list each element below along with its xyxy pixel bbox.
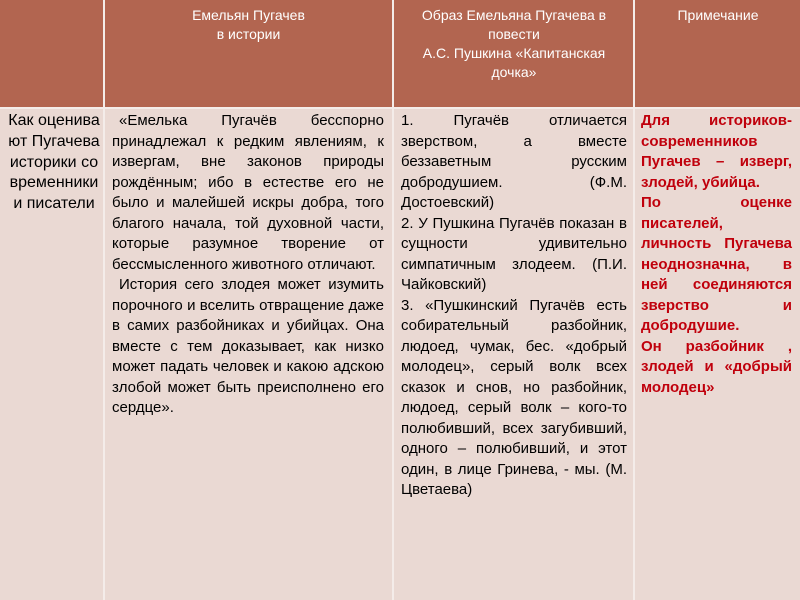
header-text: А.С. Пушкина «Капитанская xyxy=(422,45,606,61)
header-cell-history xyxy=(105,6,392,44)
header-text: дочка» xyxy=(491,64,537,80)
header-text: повести xyxy=(488,26,540,42)
question-cell: Как оценивают Пугачева историки современники и писатели xyxy=(8,112,100,213)
row-divider xyxy=(0,107,800,109)
column-divider xyxy=(633,0,635,600)
note-paragraph: Он разбойник , злодей и «добрый молодец» xyxy=(641,337,792,396)
history-cell xyxy=(112,111,384,419)
history-quote-paragraph: «Емелька Пугачёв бесспорно принадлежал к редким явлениям, к извергам, вне законов природы рождённым; ибо в естестве его не было и малейшей искры добра, того благого начала, той духовной части, которые разумное творение от бессмысленного животного отличают. xyxy=(112,112,384,273)
header-cell-image xyxy=(395,6,633,82)
image-cell xyxy=(401,111,627,501)
image-quote-item: 2. У Пушкина Пугачёв показан в сущности удивительно симпатичным злодеем. (П.И. Чайковский) xyxy=(401,214,627,293)
column-divider xyxy=(103,0,105,600)
column-divider xyxy=(392,0,394,600)
header-text: Примечание xyxy=(677,7,759,23)
header-text: в истории xyxy=(216,26,281,42)
note-cell xyxy=(641,111,792,398)
note-paragraph: По оценке писателей, личность Пугачева неоднозначна, в ней соединяются зверство и добродушие. xyxy=(641,194,792,334)
header-text: Образ Емельяна Пугачева в xyxy=(421,7,607,23)
note-paragraph: Для историков-современников Пугачев – изверг, злодей, убийца. xyxy=(641,112,792,191)
image-quote-item: 1. Пугачёв отличается зверством, а вместе беззаветным русским добродушием. (Ф.М. Достоевский) xyxy=(401,112,627,211)
history-quote-paragraph: История сего злодея может изумить порочного и вселить отвращение даже в самих разбойниках и убийцах. Она вместе с тем доказывает, как низко может падать человек и какою адскою злобой может быть преисполнено его сердце». xyxy=(112,276,384,416)
header-cell-note xyxy=(636,6,800,25)
image-quote-item: 3. «Пушкинский Пугачёв есть собирательный разбойник, людоед, чумак, бес. «добрый молодец», серый волк всех сказок и снов, но разбойник, людоед, серый волк – кого-то полюбивший, всех загубивший, одного – полюбивший, и этот один, в лице Гринева, - мы. (М. Цветаева) xyxy=(401,296,627,498)
header-text: Емельян Пугачев xyxy=(192,7,305,23)
